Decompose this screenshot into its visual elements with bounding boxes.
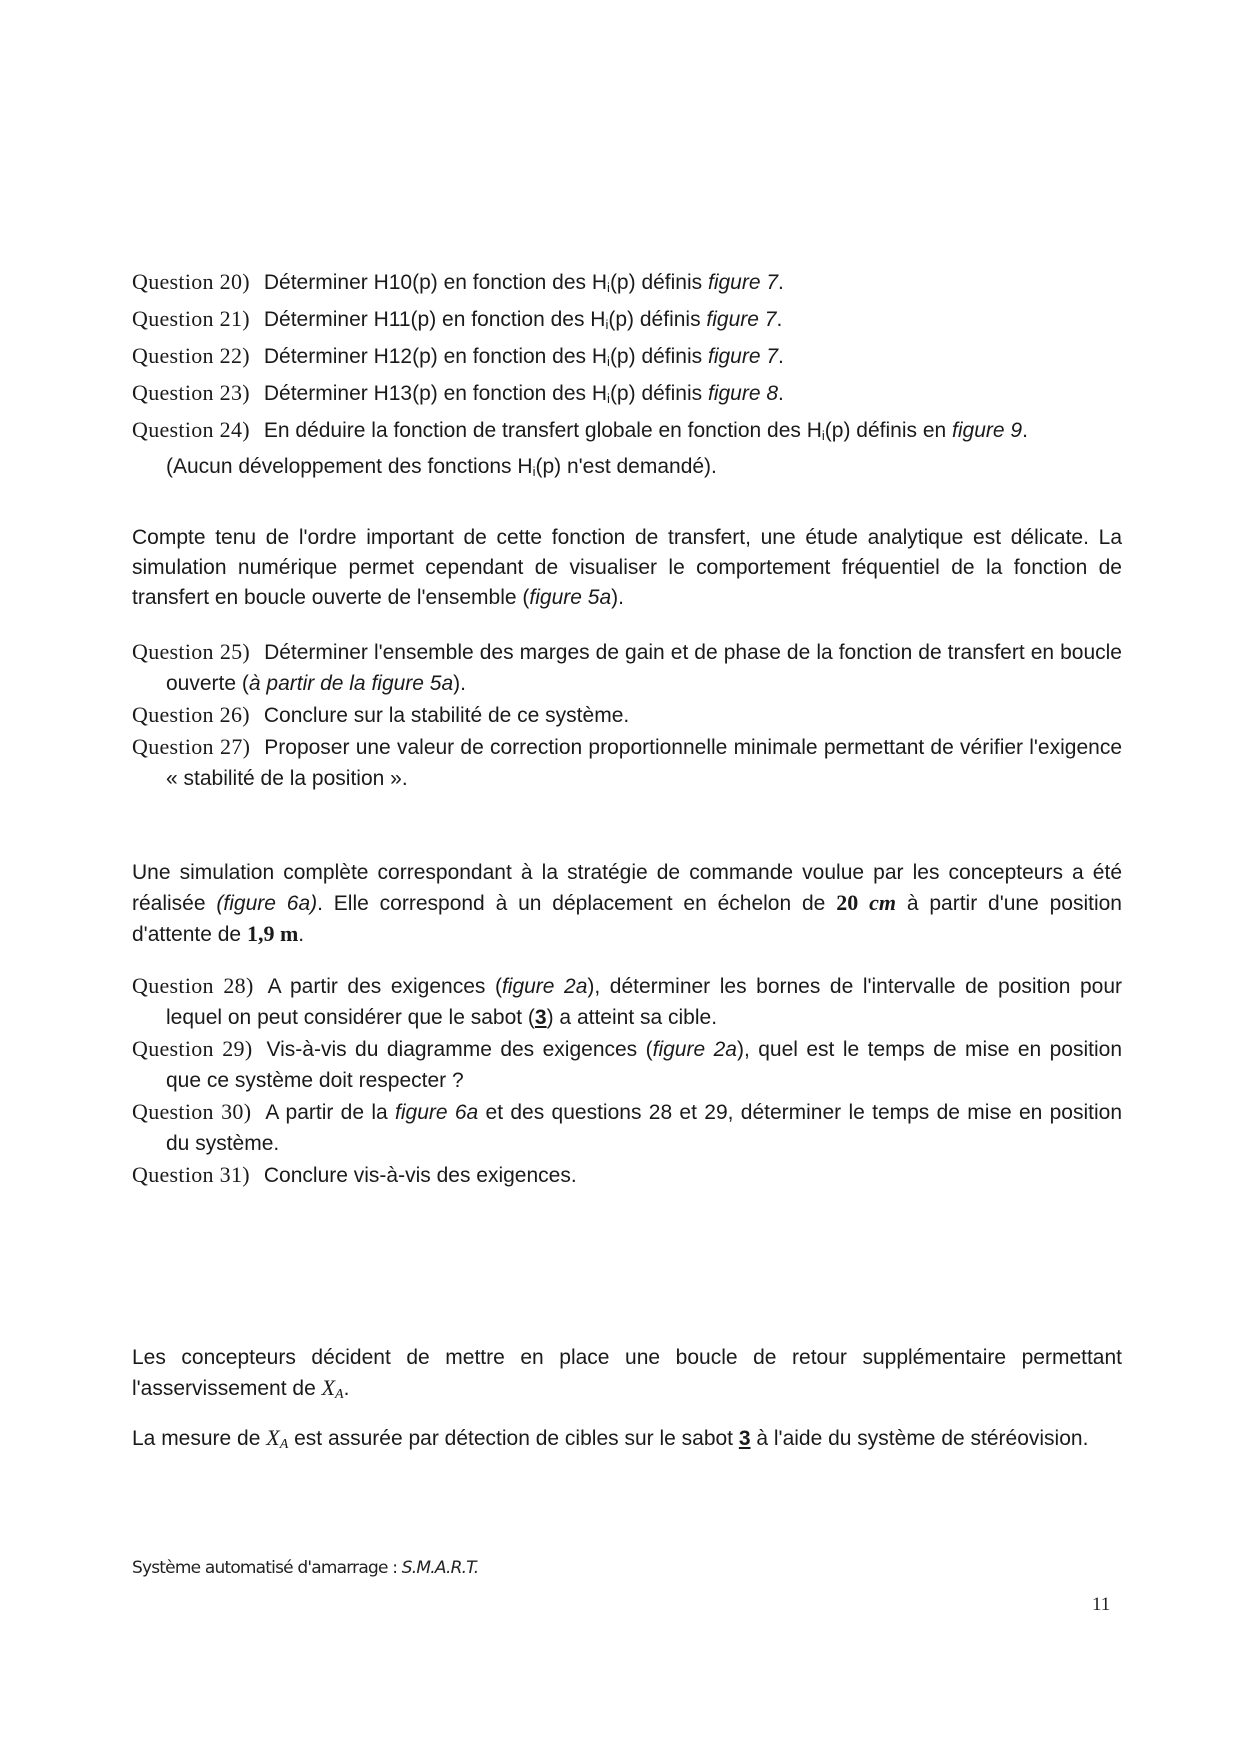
figure-ref: figure 5a — [529, 586, 612, 609]
figure-ref: figure 8 — [707, 382, 779, 405]
variable-xa: X — [321, 1375, 336, 1400]
question-label: Question 29) — [132, 1036, 253, 1061]
question-20: Question 20) Déterminer H10(p) en fonction des $H_i(p)$ définis figure 7. — [132, 269, 784, 295]
questions-25-27 — [132, 636, 1122, 794]
figure-ref: figure 2a — [652, 1038, 737, 1061]
questions-28-31 — [132, 970, 1122, 1191]
question-30: Question 30) A partir de la figure 6a et des questions 28 et 29, déterminer le temps de mise en position du système. — [132, 1099, 1123, 1155]
figure-ref: figure 6a — [395, 1101, 479, 1124]
figure-ref: (figure 6a) — [216, 892, 318, 915]
question-label: Question 31) — [132, 1162, 250, 1187]
step-unit: cm — [869, 890, 896, 915]
system-name: S.M.A.R.T. — [401, 1558, 479, 1578]
question-label: Question 23) — [132, 380, 250, 405]
question-label: Question 27) — [132, 734, 251, 759]
question-label: Question 30) — [132, 1099, 252, 1124]
figure-ref: figure 9 — [952, 419, 1023, 442]
question-26: Question 26) Conclure sur la stabilité de ce système. — [132, 702, 630, 727]
paragraph-simulation-frequency: Compte tenu de l'ordre important de cette fonction de transfert, une étude analytique est délicate. La simulation numérique permet cependant de visualiser le comportement fréquentiel de la fonction de transfert en boucle ouverte de l'ensemble (figure 5a). — [132, 526, 1122, 609]
footer: Système automatisé d'amarrage : S.M.A.R.T. — [132, 1558, 479, 1578]
paragraph-simulation-step: Une simulation complète correspondant à la stratégie de commande voulue par les concepteurs a été réalisée (figure 6a). Elle correspond à un déplacement en échelon de 20 cm à partir d'une position d'attente de 1,9 m. — [132, 861, 1122, 946]
waiting-position-value: 1,9 m — [246, 921, 299, 946]
question-label: Question 21) — [132, 306, 250, 331]
figure-ref: figure 2a — [501, 975, 588, 998]
question-22: Question 22) Déterminer H12(p) en fonction des $H_i(p)$ définis figure 7. — [132, 343, 784, 369]
question-23: Question 23) Déterminer H13(p) en fonction des $H_i(p)$ définis figure 8. — [132, 380, 784, 406]
question-24: Question 24) En déduire la fonction de transfert globale en fonction des $H_i(p)$ définis en figure 9. (Aucun développement des fonctions $H_i(p)$ n'est demandé). — [132, 417, 1028, 479]
part-ref: 3 — [738, 1427, 751, 1450]
figure-ref: figure 7 — [707, 345, 779, 368]
question-label: Question 20) — [132, 269, 250, 294]
variable-xa: X — [266, 1425, 280, 1450]
question-label: Question 24) — [132, 417, 250, 442]
question-29: Question 29) Vis-à-vis du diagramme des exigences (figure 2a), quel est le temps de mise en position que ce système doit respecter ? — [132, 1036, 1122, 1092]
question-label: Question 26) — [132, 702, 250, 727]
figure-ref: figure 7 — [706, 308, 777, 331]
question-25: Question 25) Déterminer l'ensemble des marges de gain et de phase de la fonction de transfert en boucle ouverte (à partir de la figure 5a). — [132, 639, 1122, 695]
paragraph-measurement: La mesure de $X_A$ est assurée par détection de cibles sur le sabot 3 à l'aide du système de stéréovision. — [132, 1425, 1089, 1452]
question-label: Question 22) — [132, 343, 250, 368]
page-number: 11 — [1092, 1594, 1111, 1615]
questions-20-24 — [132, 266, 1122, 487]
step-value: 20 — [836, 890, 859, 915]
figure-ref: figure 7 — [707, 271, 779, 294]
question-31: Question 31) Conclure vis-à-vis des exigences. — [132, 1162, 577, 1187]
figure-ref: à partir de la figure 5a — [248, 672, 454, 695]
question-27: Question 27) Proposer une valeur de correction proportionnelle minimale permettant de vérifier l'exigence « stabilité de la position ». — [132, 734, 1122, 790]
question-label: Question 28) — [132, 973, 254, 998]
paragraph-feedback-loop: Les concepteurs décident de mettre en place une boucle de retour supplémentaire permettant l'asservissement de $X_A$. — [132, 1346, 1122, 1402]
part-ref: 3 — [534, 1006, 547, 1029]
question-label: Question 25) — [132, 639, 251, 664]
question-21: Question 21) Déterminer H11(p) en fonction des $H_i(p)$ définis figure 7. — [132, 306, 783, 332]
question-28: Question 28) A partir des exigences (figure 2a), déterminer les bornes de l'intervalle de position pour lequel on peut considérer que le sabot (3) a atteint sa cible. — [132, 973, 1122, 1029]
